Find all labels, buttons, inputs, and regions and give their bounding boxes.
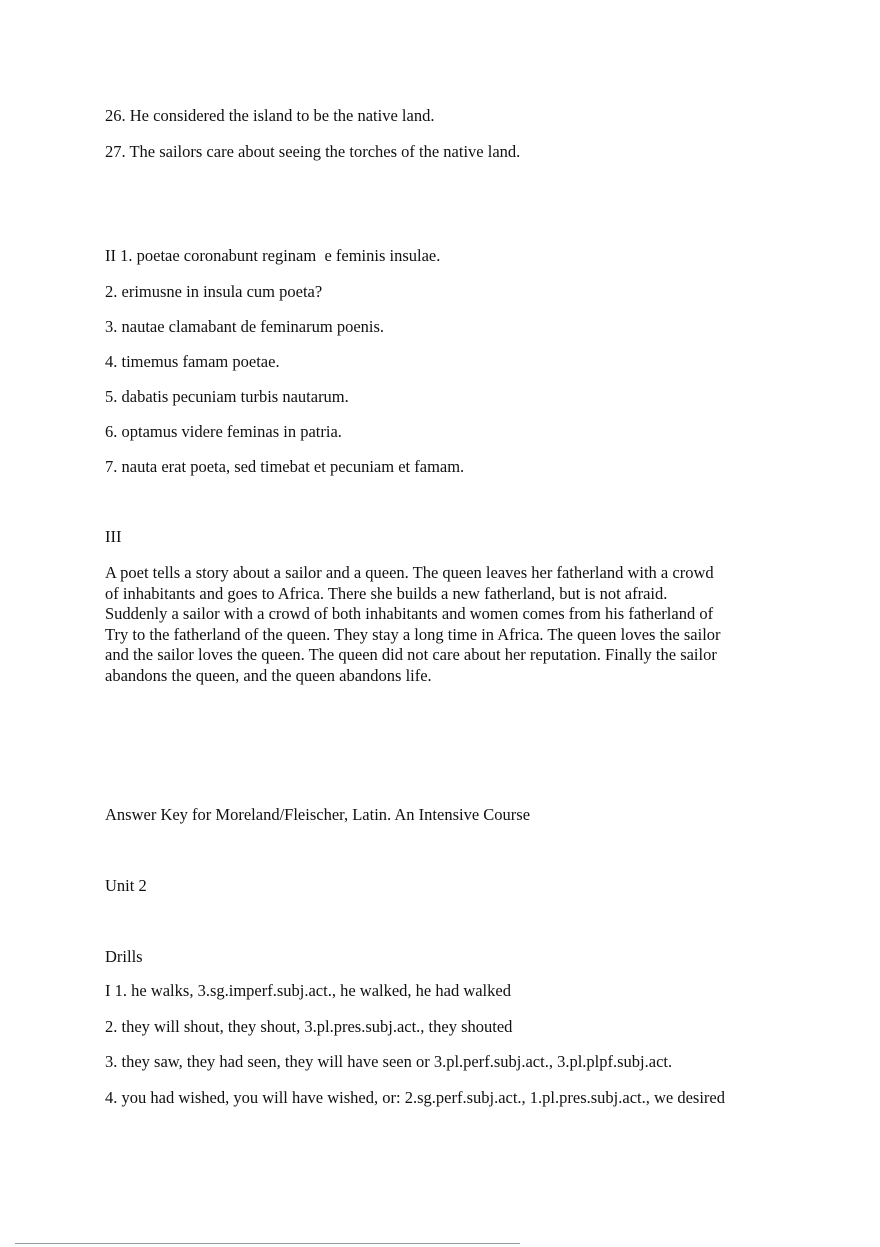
exercise-line-26: 26. He considered the island to be the native land. [105, 106, 435, 125]
drill-item: 4. you had wished, you will have wished, or: 2.sg.perf.subj.act., 1.pl.pres.subj.act., we desired [105, 1088, 725, 1107]
page-bottom-rule [15, 1243, 520, 1244]
section-iii-paragraph [105, 563, 805, 687]
section-ii-line: 2. erimusne in insula cum poeta? [105, 282, 323, 301]
exercise-line-27: 27. The sailors care about seeing the torches of the native land. [105, 142, 521, 161]
section-ii-line: 4. timemus famam poetae. [105, 352, 280, 371]
drill-item: I 1. he walks, 3.sg.imperf.subj.act., he walked, he had walked [105, 981, 511, 1000]
section-ii-line: 5. dabatis pecuniam turbis nautarum. [105, 387, 349, 406]
unit-heading: Unit 2 [105, 876, 147, 895]
paragraph-line: abandons the queen, and the queen abandons life. [105, 665, 432, 685]
drill-item: 2. they will shout, they shout, 3.pl.pres.subj.act., they shouted [105, 1017, 513, 1036]
paragraph-line: Try to the fatherland of the queen. They stay a long time in Africa. The queen loves the sailor [105, 624, 721, 644]
answer-key-title: Answer Key for Moreland/Fleischer, Latin. An Intensive Course [105, 805, 531, 824]
paragraph-line: Suddenly a sailor with a crowd of both inhabitants and women comes from his fatherland of [105, 604, 714, 624]
section-iii-heading: III [105, 527, 122, 546]
paragraph-line: of inhabitants and goes to Africa. There she builds a new fatherland, but is not afraid. [105, 583, 668, 603]
drill-item: 3. they saw, they had seen, they will have seen or 3.pl.perf.subj.act., 3.pl.plpf.subj.act. [105, 1052, 673, 1071]
section-ii-line: II 1. poetae coronabunt reginam e feminis insulae. [105, 246, 441, 265]
section-ii-line: 3. nautae clamabant de feminarum poenis. [105, 317, 385, 336]
drills-heading: Drills [105, 947, 143, 966]
paragraph-line: A poet tells a story about a sailor and a queen. The queen leaves her fatherland with a crowd [105, 563, 714, 582]
section-ii-line: 7. nauta erat poeta, sed timebat et pecuniam et famam. [105, 457, 465, 476]
section-ii-line: 6. optamus videre feminas in patria. [105, 422, 342, 441]
paragraph-line: and the sailor loves the queen. The queen did not care about her reputation. Finally the sailor [105, 645, 717, 665]
